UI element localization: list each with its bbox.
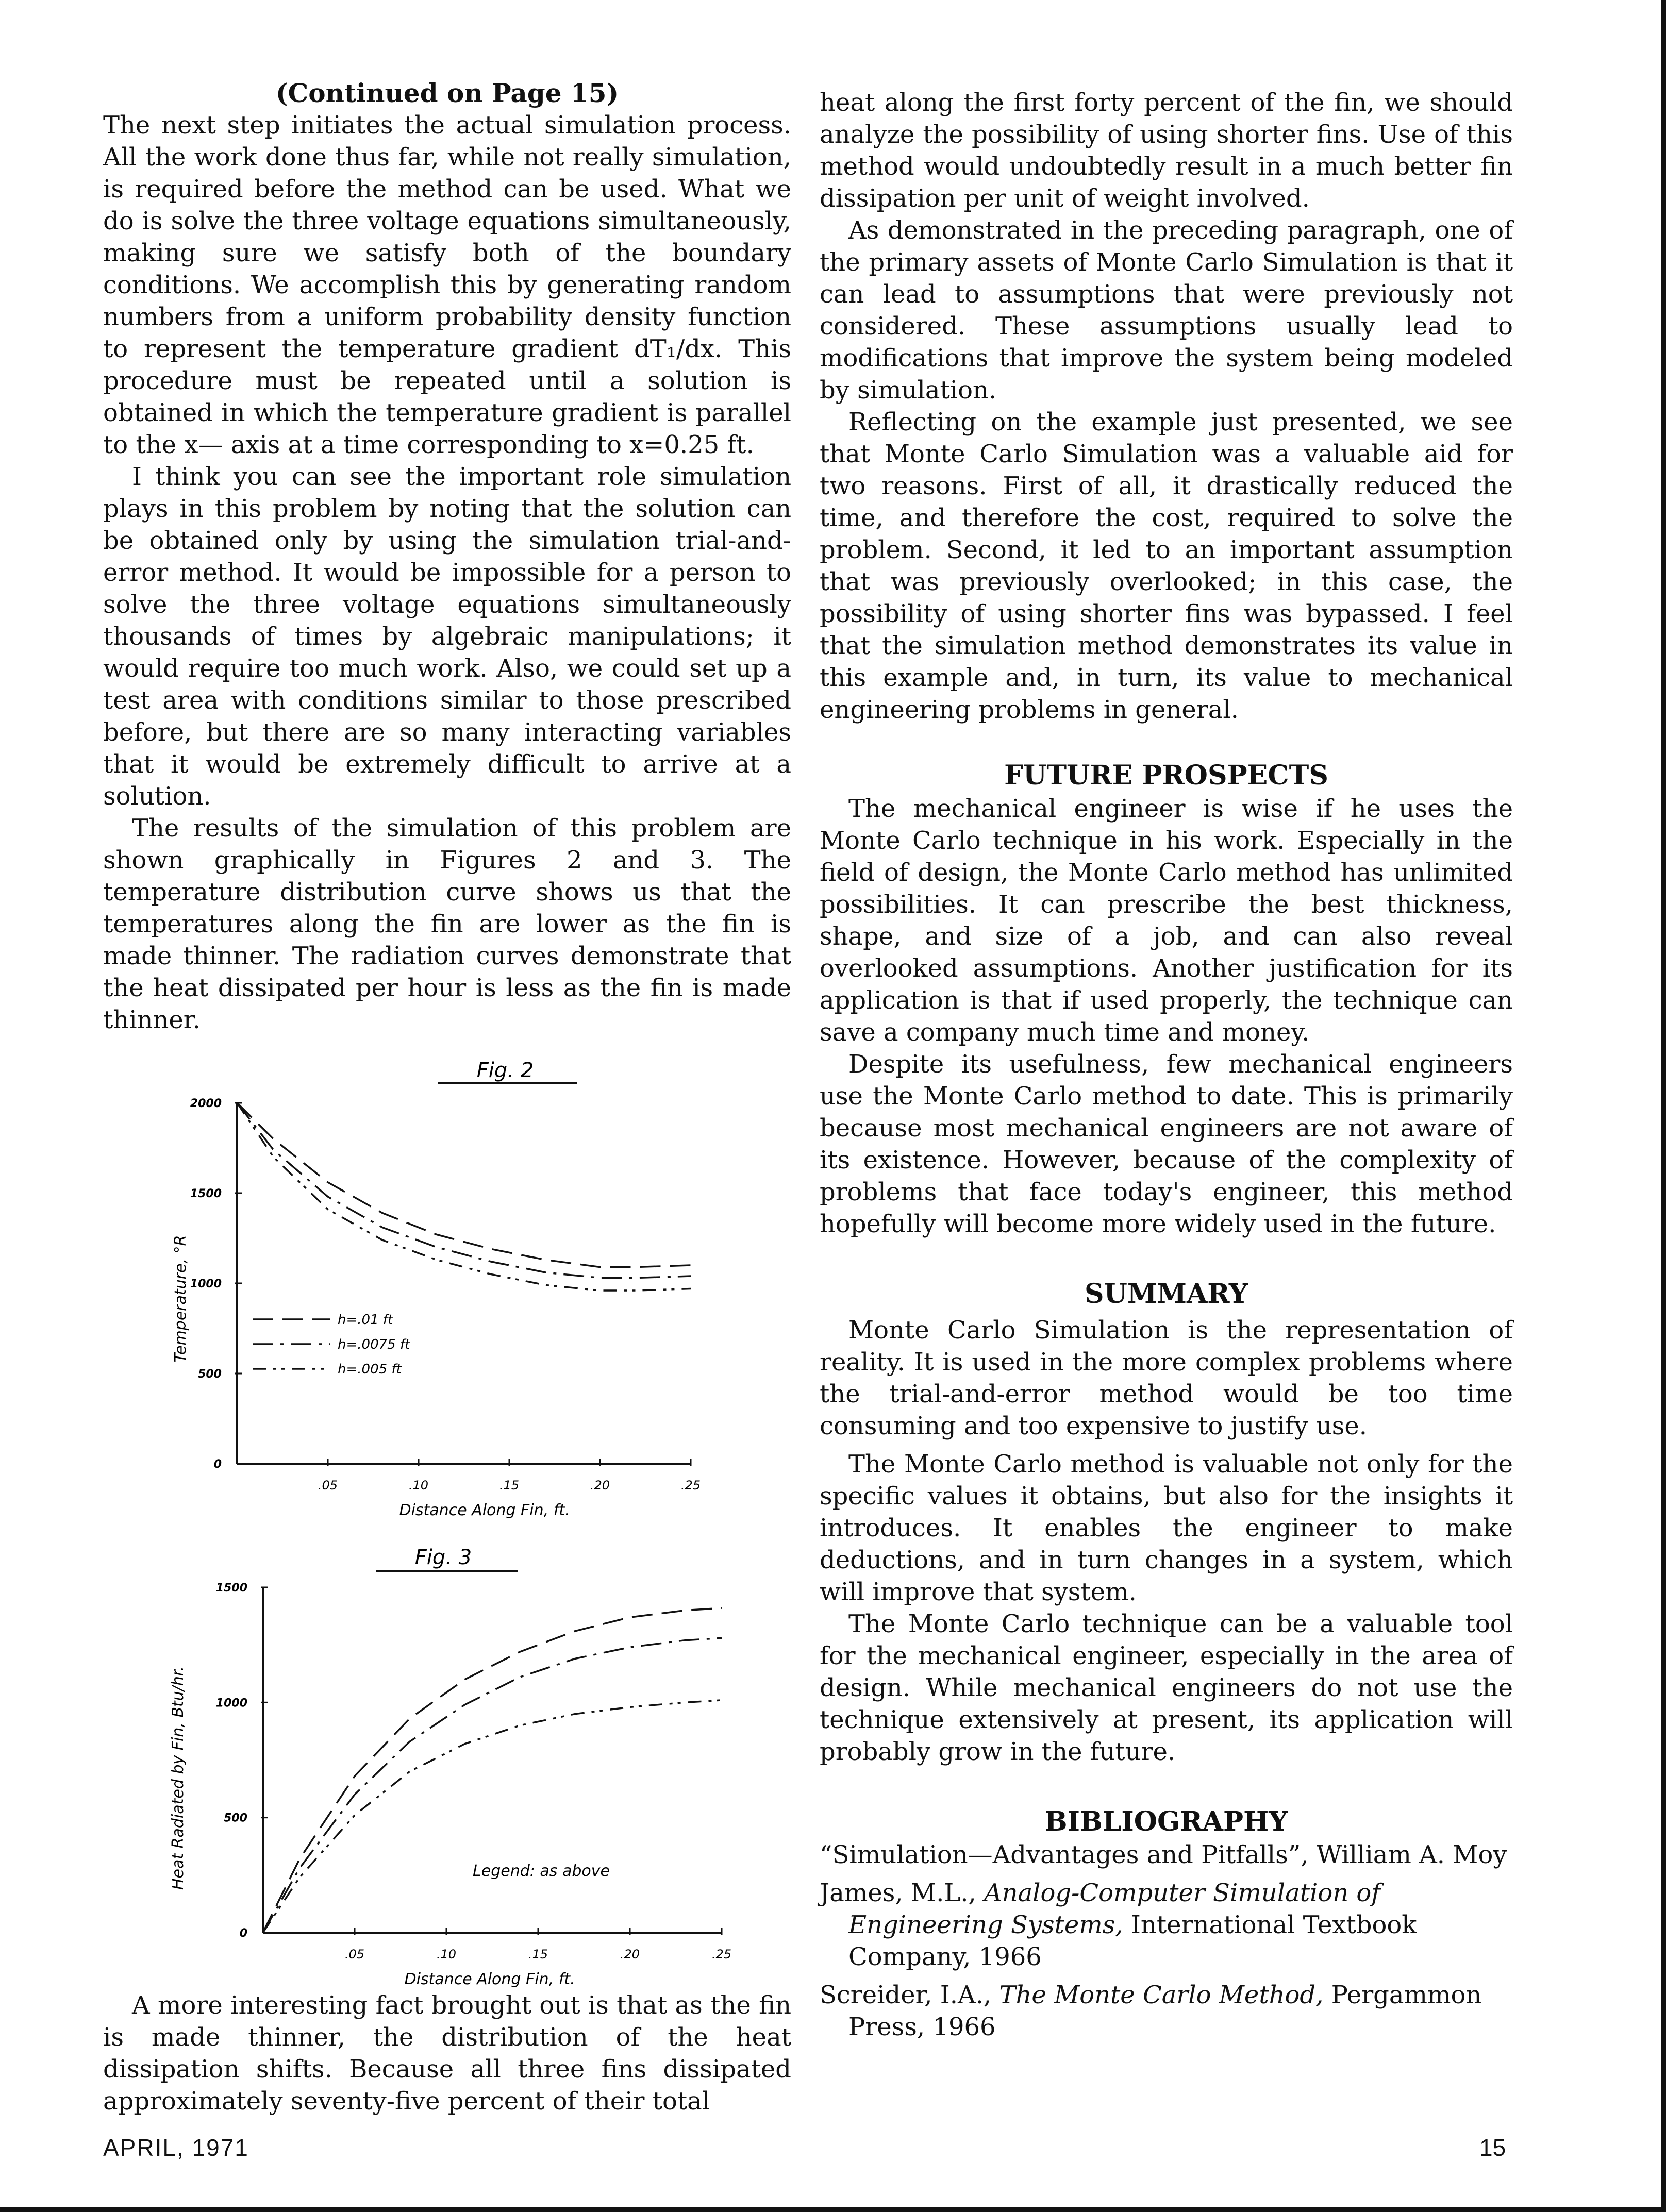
figure-2-series xyxy=(237,1103,691,1291)
x-tick-label: .25 xyxy=(680,1478,701,1493)
y-tick-label: 1000 xyxy=(190,1278,222,1291)
legend-label: h=.0075 ft xyxy=(338,1337,410,1352)
right-column xyxy=(820,87,1513,2049)
summary-paragraph-3: The Monte Carlo technique can be a valuable tool for the mechanical engineer, especially in the area of design. While mechanical engineers do not use the technique extensively at present, its application will probably grow in the future. xyxy=(820,1610,1513,1766)
x-tick-label: .05 xyxy=(344,1947,365,1962)
left-paragraph-4: A more interesting fact brought out is that as the fin is made thinner, the distribution of the heat dissipation shifts. Because all three fins dissipated approximately seventy-five percent of their total xyxy=(103,1991,791,2116)
x-tick-label: .10 xyxy=(436,1947,457,1962)
y-tick-label: 2000 xyxy=(190,1097,222,1110)
x-tick-label: .10 xyxy=(408,1478,429,1493)
series-line-h-0075-ft xyxy=(263,1638,722,1933)
right-paragraph-3: Reflecting on the example just presented, we see that Monte Carlo Simulation was a valuable aid for two reasons. First of all, it drastically reduced the time, and therefore the cost, required to solve the problem. Second, it led to an important assumption that was previously overlooked; in this case, the possibility of using shorter fins was bypassed. I feel that the simulation method demonstrates its value in this example and, in turn, its value to mechanical engineering problems in general. xyxy=(820,408,1513,724)
figure-3-legend-note: Legend: as above xyxy=(473,1862,610,1880)
series-line-h-005-ft xyxy=(237,1103,691,1291)
legend-label: h=.005 ft xyxy=(338,1362,402,1377)
figure-3-xlabel: Distance Along Fin, ft. xyxy=(404,1970,575,1988)
page-frame-right xyxy=(1661,0,1666,2212)
left-column xyxy=(103,77,791,1036)
series-line-h-0075-ft xyxy=(237,1103,691,1278)
bibliography-heading: BIBLIOGRAPHY xyxy=(1044,1806,1288,1837)
x-tick-label: .15 xyxy=(499,1478,520,1493)
left-column-bottom xyxy=(103,1989,791,2117)
figure-2-axes xyxy=(190,1097,701,1493)
bibliography-item: Screider, I.A., The Monte Carlo Method, Pergammon Press, 1966 xyxy=(820,1981,1482,2041)
x-tick-label: .25 xyxy=(711,1947,732,1962)
footer-date: APRIL, 1971 xyxy=(103,2134,249,2161)
figure-2 xyxy=(155,1051,773,1541)
figure-2-ylabel: Temperature, °R xyxy=(172,1235,190,1363)
figure-2-title: Fig. 2 xyxy=(476,1059,534,1082)
future-paragraph-1: The mechanical engineer is wise if he uses the Monte Carlo technique in his work. Especially in the field of design, the Monte Carlo method has unlimited possibilities. It can prescribe the best thickness, shape, and size of a job, and can also reveal overlooked assumptions. Another justification for its application is that if used properly, the technique can save a company much time and money. xyxy=(820,794,1513,1047)
right-paragraph-1: heat along the first forty percent of the fin, we should analyze the possibility of using shorter fins. Use of this method would undoubtedly result in a much better fin dissipation per unit of weight involved. xyxy=(820,88,1513,213)
figure-3-series xyxy=(263,1608,722,1933)
summary-paragraph-2: The Monte Carlo method is valuable not only for the specific values it obtains, but also for the insights it introduces. It enables the engineer to make deductions, and in turn changes in a system, which will improve that system. xyxy=(820,1450,1513,1606)
y-tick-label: 1500 xyxy=(215,1582,247,1595)
y-tick-label: 0 xyxy=(213,1458,222,1471)
future-prospects-heading: FUTURE PROSPECTS xyxy=(1004,760,1328,791)
left-paragraph-3: The results of the simulation of this problem are shown graphically in Figures 2 and 3. The temperature distribution curve shows us that the temperatures along the fin are lower as the fin is made thinner. The radiation curves demonstrate that the heat dissipated per hour is less as the fin is made thinner. xyxy=(103,814,791,1034)
y-tick-label: 1000 xyxy=(215,1697,247,1710)
y-tick-label: 0 xyxy=(239,1927,247,1940)
page-number: 15 xyxy=(1479,2134,1506,2161)
series-line-h-01-ft xyxy=(237,1103,691,1267)
left-paragraph-2: I think you can see the important role simulation plays in this problem by noting that the solution can be obtained only by using the simulation trial-and-error method. It would be impossible for a person to solve the three voltage equations simultaneously thousands of times by algebraic manipulations; it would require too much work. Also, we could set up a test area with conditions similar to those prescribed before, but there are so many interacting variables that it would be extremely difficult to arrive at a solution. xyxy=(103,462,791,811)
bibliography-list xyxy=(820,1839,1513,2043)
summary-paragraph-1: Monte Carlo Simulation is the representation of reality. It is used in the more complex problems where the trial-and-error method would be too time consuming and too expensive to justify use. xyxy=(820,1316,1513,1440)
left-paragraph-1: The next step initiates the actual simulation process. All the work done thus far, while not really simulation, is required before the method can be used. What we do is solve the three voltage equations simultaneously, making sure we satisfy both of the boundary conditions. We accomplish this by generating random numbers from a uniform probability density function to represent the temperature gradient dT₁/dx. This procedure must be repeated until a solution is obtained in which the temperature gradient is parallel to the x— axis at a time corresponding to x=0.25 ft. xyxy=(103,111,791,459)
figure-2-legend xyxy=(253,1312,410,1377)
bibliography-item: James, M.L., Analog-Computer Simulation of Engineering Systems, International Textbook Company, 1966 xyxy=(820,1879,1417,1971)
summary-heading: SUMMARY xyxy=(1084,1278,1248,1310)
figure-2-xlabel: Distance Along Fin, ft. xyxy=(399,1501,570,1519)
x-tick-label: .05 xyxy=(318,1478,338,1493)
figure-3-ylabel: Heat Radiated by Fin, Btu/hr. xyxy=(169,1666,187,1890)
y-tick-label: 500 xyxy=(198,1368,222,1381)
figure-3-title: Fig. 3 xyxy=(414,1546,472,1569)
x-tick-label: .20 xyxy=(590,1478,610,1493)
legend-label: h=.01 ft xyxy=(338,1312,393,1328)
series-line-h-01-ft xyxy=(263,1608,722,1933)
bibliography-item: “Simulation—Advantages and Pitfalls”, William A. Moy xyxy=(820,1840,1507,1869)
future-paragraph-2: Despite its usefulness, few mechanical engineers use the Monte Carlo method to date. This is primarily because most mechanical engineers are not aware of its existence. However, because of the complexity of problems that face today's engineer, this method hopefully will become more widely used in the future. xyxy=(820,1050,1513,1238)
continued-note: (Continued on Page 15) xyxy=(275,78,619,108)
page-frame-bottom xyxy=(0,2207,1666,2212)
y-tick-label: 500 xyxy=(224,1812,247,1825)
x-tick-label: .20 xyxy=(620,1947,640,1962)
series-line-h-005-ft xyxy=(263,1700,722,1933)
figure-3-axes xyxy=(216,1582,731,1962)
x-tick-label: .15 xyxy=(528,1947,548,1962)
right-paragraph-2: As demonstrated in the preceding paragraph, one of the primary assets of Monte Carlo Simulation is that it can lead to assumptions that were previously not considered. These assumptions usually lead to modifications that improve the system being modeled by simulation. xyxy=(820,216,1513,405)
figure-3 xyxy=(155,1541,773,2005)
y-tick-label: 1500 xyxy=(190,1187,222,1200)
